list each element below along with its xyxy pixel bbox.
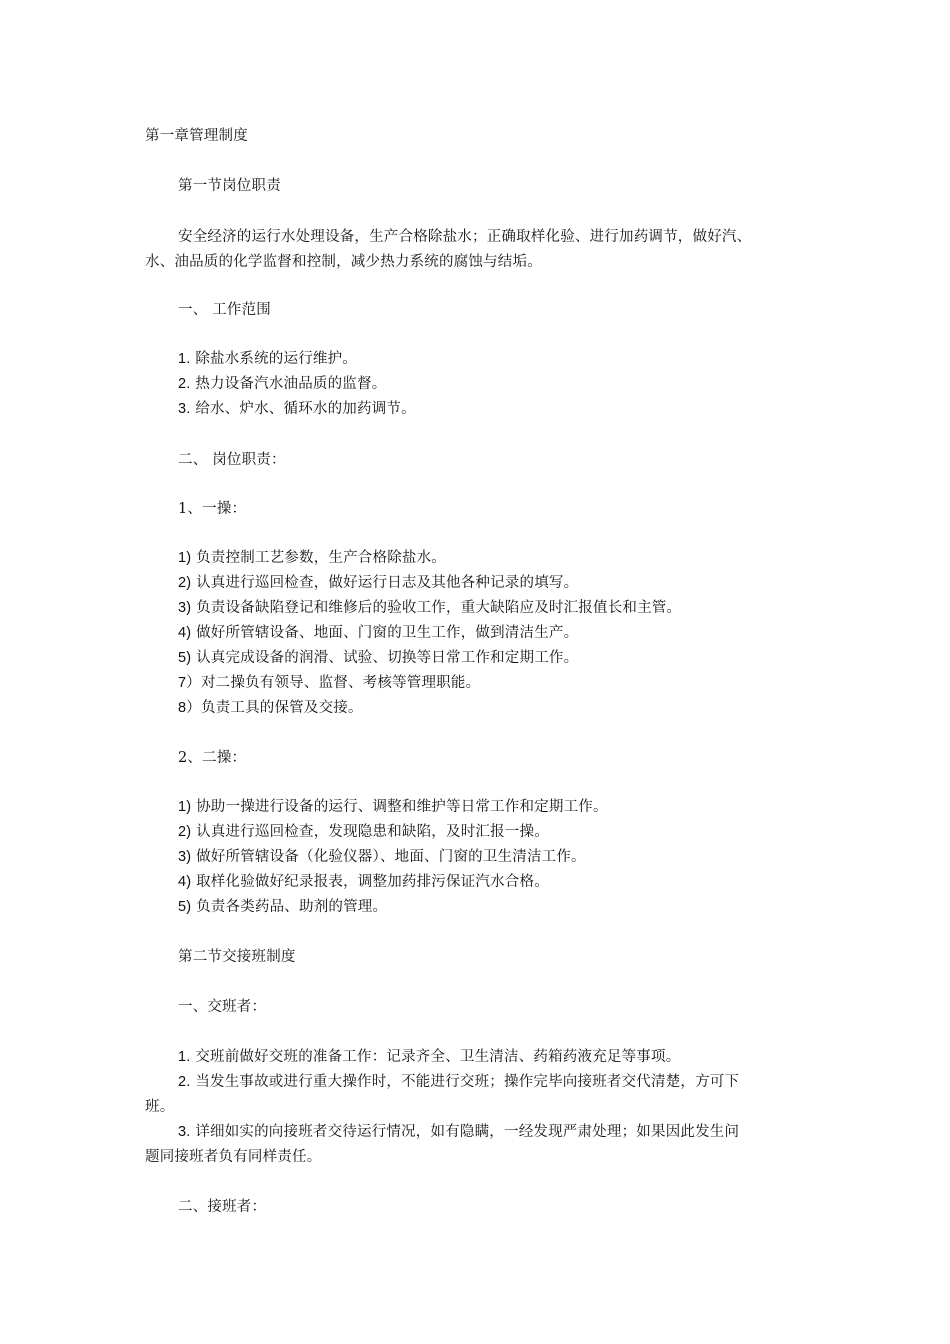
handover-item: 2. 当发生事故或进行重大操作时，不能进行交班；操作完毕向接班者交代清楚，方可下: [178, 1074, 740, 1090]
op1-item: 5) 认真完成设备的润滑、试验、切换等日常工作和定期工作。: [178, 650, 579, 666]
op2-item: 4) 取样化验做好纪录报表，调整加药排污保证汽水合格。: [178, 874, 549, 890]
duties-heading: 二、 岗位职责：: [178, 452, 286, 468]
takeover-heading: 二、接班者：: [178, 1199, 267, 1215]
op2-item: 5) 负责各类药品、助剂的管理。: [178, 899, 388, 915]
op1-item: 4) 做好所管辖设备、地面、门窗的卫生工作，做到清洁生产。: [178, 625, 579, 641]
op1-item: 7）对二操负有领导、监督、考核等管理职能。: [178, 675, 481, 691]
intro-line-2: 水、油品质的化学监督和控制，减少热力系统的腐蚀与结垢。: [145, 254, 542, 270]
op1-item: 3) 负责设备缺陷登记和维修后的验收工作，重大缺陷应及时汇报值长和主管。: [178, 600, 682, 616]
op2-item: 3) 做好所管辖设备（化验仪器）、地面、门窗的卫生清洁工作。: [178, 849, 586, 865]
op1-item: 1) 负责控制工艺参数，生产合格除盐水。: [178, 550, 447, 566]
section-title: 第二节交接班制度: [178, 949, 296, 965]
scope-item: 2. 热力设备汽水油品质的监督。: [178, 376, 387, 392]
handover-item-continuation: 题同接班者负有同样责任。: [145, 1149, 322, 1165]
handover-heading: 一、交班者：: [178, 999, 267, 1015]
scope-heading: 一、 工作范围: [178, 302, 272, 318]
intro-line-1: 安全经济的运行水处理设备，生产合格除盐水；正确取样化验、进行加药调节，做好汽、: [178, 229, 752, 245]
op2-item: 1) 协助一操进行设备的运行、调整和维护等日常工作和定期工作。: [178, 799, 608, 815]
handover-item-continuation: 班。: [145, 1099, 175, 1115]
op2-item: 2) 认真进行巡回检查，发现隐患和缺陷，及时汇报一操。: [178, 824, 549, 840]
handover-item: 1. 交班前做好交班的准备工作：记录齐全、卫生清洁、药箱药液充足等事项。: [178, 1049, 681, 1065]
op1-item: 8）负责工具的保管及交接。: [178, 700, 363, 716]
op1-item: 2) 认真进行巡回检查，做好运行日志及其他各种记录的填写。: [178, 575, 579, 591]
op1-heading: 1、一操：: [178, 501, 247, 517]
scope-item: 3. 给水、炉水、循环水的加药调节。: [178, 401, 416, 417]
chapter-title: 第一章管理制度: [145, 128, 248, 144]
handover-item: 3. 详细如实的向接班者交待运行情况，如有隐瞒，一经发现严肃处理；如果因此发生问: [178, 1124, 740, 1140]
op2-heading: 2、二操：: [178, 750, 247, 766]
section-title: 第一节岗位职责: [178, 178, 281, 194]
scope-item: 1. 除盐水系统的运行维护。: [178, 351, 358, 367]
